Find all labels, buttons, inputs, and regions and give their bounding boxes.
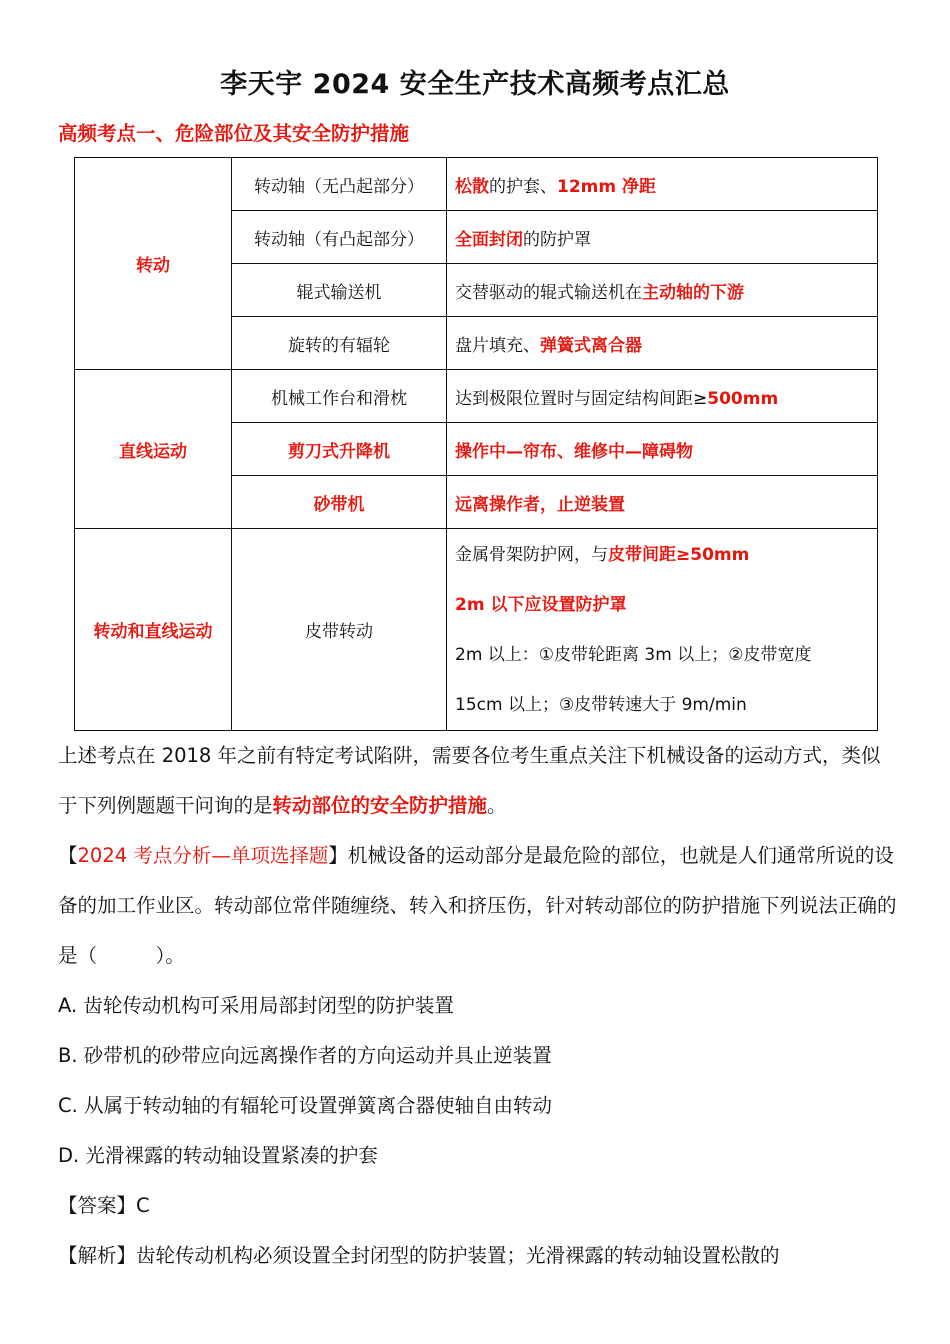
note-paragraph: 上述考点在 2018 年之前有特定考试陷阱，需要各位考生重点关注下机械设备的运动方式，类似于下列例题题干问询的是转动部位的安全防护措施。 (58, 744, 881, 817)
belt-line-2: 2m 以下应设置防护罩 (455, 594, 627, 615)
belt-line-3: 2m 以上：①皮带轮距离 3m 以上；②皮带宽度 (455, 644, 812, 665)
analysis: 【解析】齿轮传动机构必须设置全封闭型的防护装置；光滑裸露的转动轴设置松散的 (58, 1244, 780, 1267)
part-cell: 旋转的有辐轮 (232, 317, 447, 370)
option-c: C. 从属于转动轴的有辐轮可设置弹簧离合器使轴自由转动 (58, 1094, 553, 1117)
table-row (75, 529, 878, 731)
part-cell: 砂带机 (232, 476, 447, 529)
part-cell: 剪刀式升降机 (232, 423, 447, 476)
part-cell: 转动轴（无凸起部分） (232, 158, 447, 211)
measure-cell: 全面封闭的防护罩 (447, 211, 878, 264)
group-cell: 转动 (75, 158, 232, 370)
measure-cell: 松散的护套、12mm 净距 (447, 158, 878, 211)
belt-line-1: 金属骨架防护网，与皮带间距≥50mm (455, 544, 750, 565)
part-cell: 辊式输送机 (232, 264, 447, 317)
measure-cell (447, 529, 878, 731)
section-heading: 高频考点一、危险部位及其安全防护措施 (58, 122, 410, 145)
question-tag: 2024 考点分析—单项选择题 (77, 844, 329, 867)
belt-line-4: 15cm 以上；③皮带转速大于 9m/min (455, 694, 747, 715)
table-row (75, 370, 878, 423)
group-cell: 直线运动 (75, 370, 232, 529)
protection-table (74, 157, 878, 731)
option-a: A. 齿轮传动机构可采用局部封闭型的防护装置 (58, 994, 454, 1017)
measure-cell: 操作中—帘布、维修中—障碍物 (447, 423, 878, 476)
measure-cell: 盘片填充、弹簧式离合器 (447, 317, 878, 370)
part-cell: 皮带转动 (232, 529, 447, 731)
table-row (75, 158, 878, 211)
measure-cell: 远离操作者，止逆装置 (447, 476, 878, 529)
measure-cell: 达到极限位置时与固定结构间距≥500mm (447, 370, 878, 423)
answer: 【答案】C (58, 1194, 150, 1217)
part-cell: 机械工作台和滑枕 (232, 370, 447, 423)
option-d: D. 光滑裸露的转动轴设置紧凑的护套 (58, 1144, 378, 1167)
part-cell: 转动轴（有凸起部分） (232, 211, 447, 264)
measure-cell: 交替驱动的辊式输送机在主动轴的下游 (447, 264, 878, 317)
option-b: B. 砂带机的砂带应向远离操作者的方向运动并具止逆装置 (58, 1044, 552, 1067)
page-title: 李天宇 2024 安全生产技术高频考点汇总 (220, 69, 730, 100)
group-cell: 转动和直线运动 (75, 529, 232, 731)
question-paragraph: 【2024 考点分析—单项选择题】机械设备的运动部分是最危险的部位，也就是人们通常所说的设备的加工作业区。转动部位常伴随缠绕、转入和挤压伤，针对转动部位的防护措施下列说法正确的是（ ）。 (58, 844, 897, 967)
